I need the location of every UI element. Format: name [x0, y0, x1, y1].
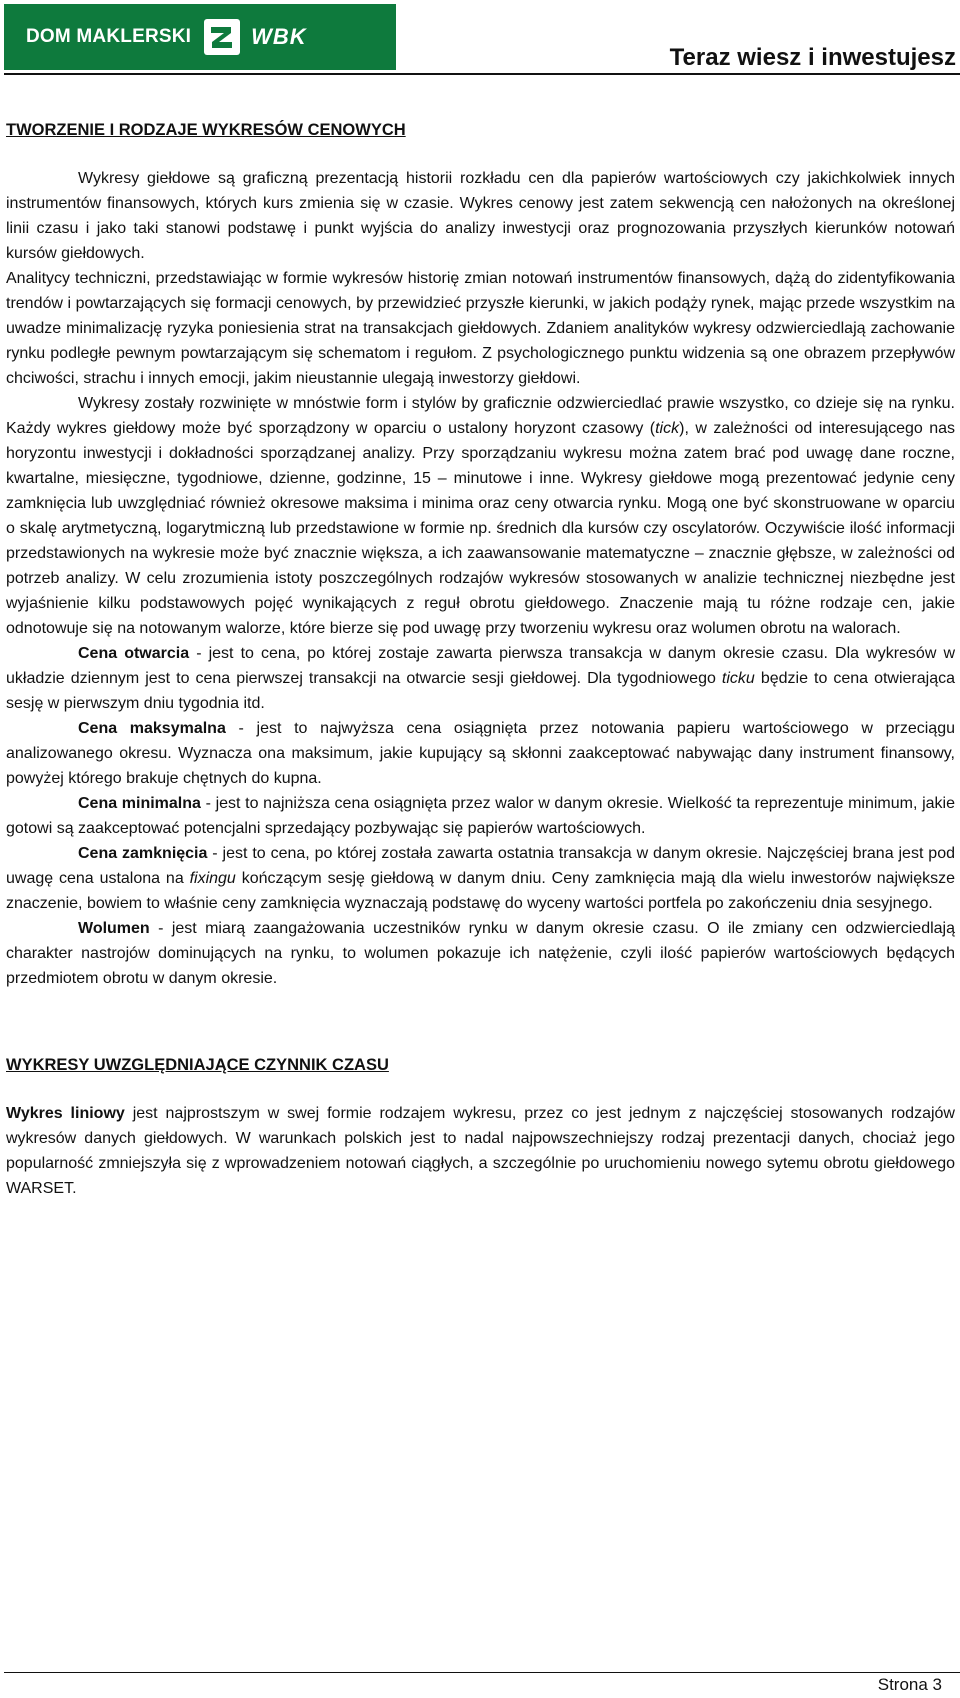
header-divider	[4, 73, 960, 75]
definition-open-price: Cena otwarcia - jest to cena, po której zostaje zawarta pierwsza transakcja w danym okresie czasu. Dla wykresów w układzie dziennym jest to cena pierwszej transakcji na otwarcie sesji giełdowej. Dla tygodniowego ticku będzie to cena otwierająca sesję w pierwszym dniu tygodnia itd.	[6, 645, 956, 712]
term-open-price: Cena otwarcia	[78, 645, 190, 662]
term-close-price: Cena zamknięcia	[78, 845, 208, 862]
page-number: Strona 3	[877, 1675, 942, 1694]
logo-text: DOM MAKLERSKI	[26, 26, 192, 47]
definition-volume: Wolumen - jest miarą zaangażowania uczestników rynku w danym okresie czasu. O ile zmiany cen odzwierciedlają charakter nastrojów dominujących na rynku, to wolumen pokazuje ich natężenie, czyli ilość papierów wartościowych będących przedmiotem obrotu w danym okresie.	[6, 920, 955, 987]
paragraph-line-chart: Wykres liniowy jest najprostszym w swej formie rodzajem wykresu, przez co jest jednym z najczęściej stosowanych rodzajów wykresów danych giełdowych. W warunkach polskich jest to nadal najpowszechniejszy rodzaj prezentacji danych, chociaż jego popularność zmniejszyła się z wprowadzeniem notowań ciągłych, a szczególnie po uruchomieniu nowego sytemu obrotu giełdowego WARSET.	[6, 1105, 955, 1197]
document-body	[6, 118, 955, 1201]
definition-min-price: Cena minimalna - jest to najniższa cena osiągnięta przez walor w danym okresie. Wielkość ta reprezentuje minimum, jakie gotowi są zaakceptować potencjalni sprzedający pozbywając się papierów wartościowych.	[6, 795, 956, 837]
section-heading-time-charts: WYKRESY UWZGLĘDNIAJĄCE CZYNNIK CZASU	[6, 1056, 389, 1074]
term-volume: Wolumen	[78, 920, 150, 937]
page-header	[0, 0, 960, 75]
logo-brand: WBK	[251, 24, 307, 49]
paragraph-analysts: Analitycy techniczni, przedstawiając w formie wykresów historię zmian notowań instrumentów finansowych, dążą do zidentyfikowania trendów i powtarzających się formacji cenowych, by przewidzieć przyszłe kierunki, w jakich podąży rynek, mając przede wszystkim na uwadze minimalizację ryzyka poniesienia strat na transakcjach giełdowych. Zdaniem analityków wykresy odzwierciedlają zachowanie rynku podległe pewnym powtarzającym się schematom i regułom. Z psychologicznego punktu widzenia są one obrazem przepływów chciwości, strachu i innych emocji, jakim nieustannie ulegają inwestorzy giełdowi.	[6, 270, 955, 387]
term-min-price: Cena minimalna	[78, 795, 201, 812]
footer-divider	[4, 1672, 960, 1673]
paragraph-intro: Wykresy giełdowe są graficzną prezentacją historii rozkładu cen dla papierów wartościowych czy jakichkolwiek innych instrumentów finansowych, których kurs zmienia się w czasie. Wykres cenowy jest zatem sekwencją cen nałożonych na określonej linii czasu i jako taki stanowi podstawę i punkt wyjścia do analizy inwestycji oraz prognozowania przyszłych kierunków notowań kursów giełdowych.	[6, 170, 955, 262]
tagline: Teraz wiesz i inwestujesz	[669, 44, 956, 71]
term-line-chart: Wykres liniowy	[6, 1105, 125, 1122]
term-max-price: Cena maksymalna	[78, 720, 226, 737]
definition-close-price: Cena zamknięcia - jest to cena, po której została zawarta ostatnia transakcja w danym okresie. Najczęściej brana jest pod uwagę cena ustalona na fixingu kończącym sesję giełdową w danym dniu. Ceny zamknięcia mają dla wielu inwestorów największe znaczenie, bowiem to właśnie ceny zamknięcia wyznaczają podstawę do wyceny wartości portfela po zakończeniu dnia sesyjnego.	[6, 845, 955, 912]
term-tick: tick	[655, 420, 680, 437]
zachodni-logo-icon	[203, 18, 241, 56]
section-heading-chart-types: TWORZENIE I RODZAJE WYKRESÓW CENOWYCH	[6, 121, 406, 139]
definition-max-price: Cena maksymalna - jest to najwyższa cena osiągnięta przez notowania papieru wartościowego w przeciągu analizowanego okresu. Wyznacza ona maksimum, jakie kupujący są skłonni zaakceptować nabywając dany instrument finansowy, powyżej którego brakuje chętnych do kupna.	[6, 720, 956, 787]
paragraph-chart-forms: Wykresy zostały rozwinięte w mnóstwie form i stylów by graficznie odzwierciedlać prawie wszystko, co dzieje się na rynku. Każdy wykres giełdowy może być sporządzony w oparciu o ustalony horyzont czasowy (tick), w zależności od interesującego nas horyzontu inwestycji i dokładności sporządzanej analizy. Przy sporządzaniu wykresu można zatem brać pod uwagę dane roczne, kwartalne, miesięczne, tygodniowe, dzienne, godzinne, 15 – minutowe i inne. Wykresy giełdowe mogą prezentować jedynie ceny zamknięcia lub uwzględniać również okresowe maksima i minima oraz ceny otwarcia rynku. Mogą one być skonstruowane w oparciu o skalę arytmetyczną, logarytmiczną lub przedstawione w formie np. średnich dla kursów czy oscylatorów. Oczywiście ilość informacji przedstawionych na wykresie może być znacznie większa, a ich zaawansowanie matematyczne – znacznie głębsze, w zależności od potrzeb analizy. W celu zrozumienia istoty poszczególnych rodzajów wykresów stosowanych w analizie technicznej niezbędne jest wyjaśnienie kilku podstawowych pojęć wynikających z reguł obrotu giełdowego. Znaczenie mają tu różne rodzaje cen, jakie odnotowuje się na notowanym walorze, które bierze się pod uwagę przy tworzeniu wykresu oraz wolumen obrotu na walorach.	[6, 395, 956, 637]
company-logo	[4, 4, 396, 70]
